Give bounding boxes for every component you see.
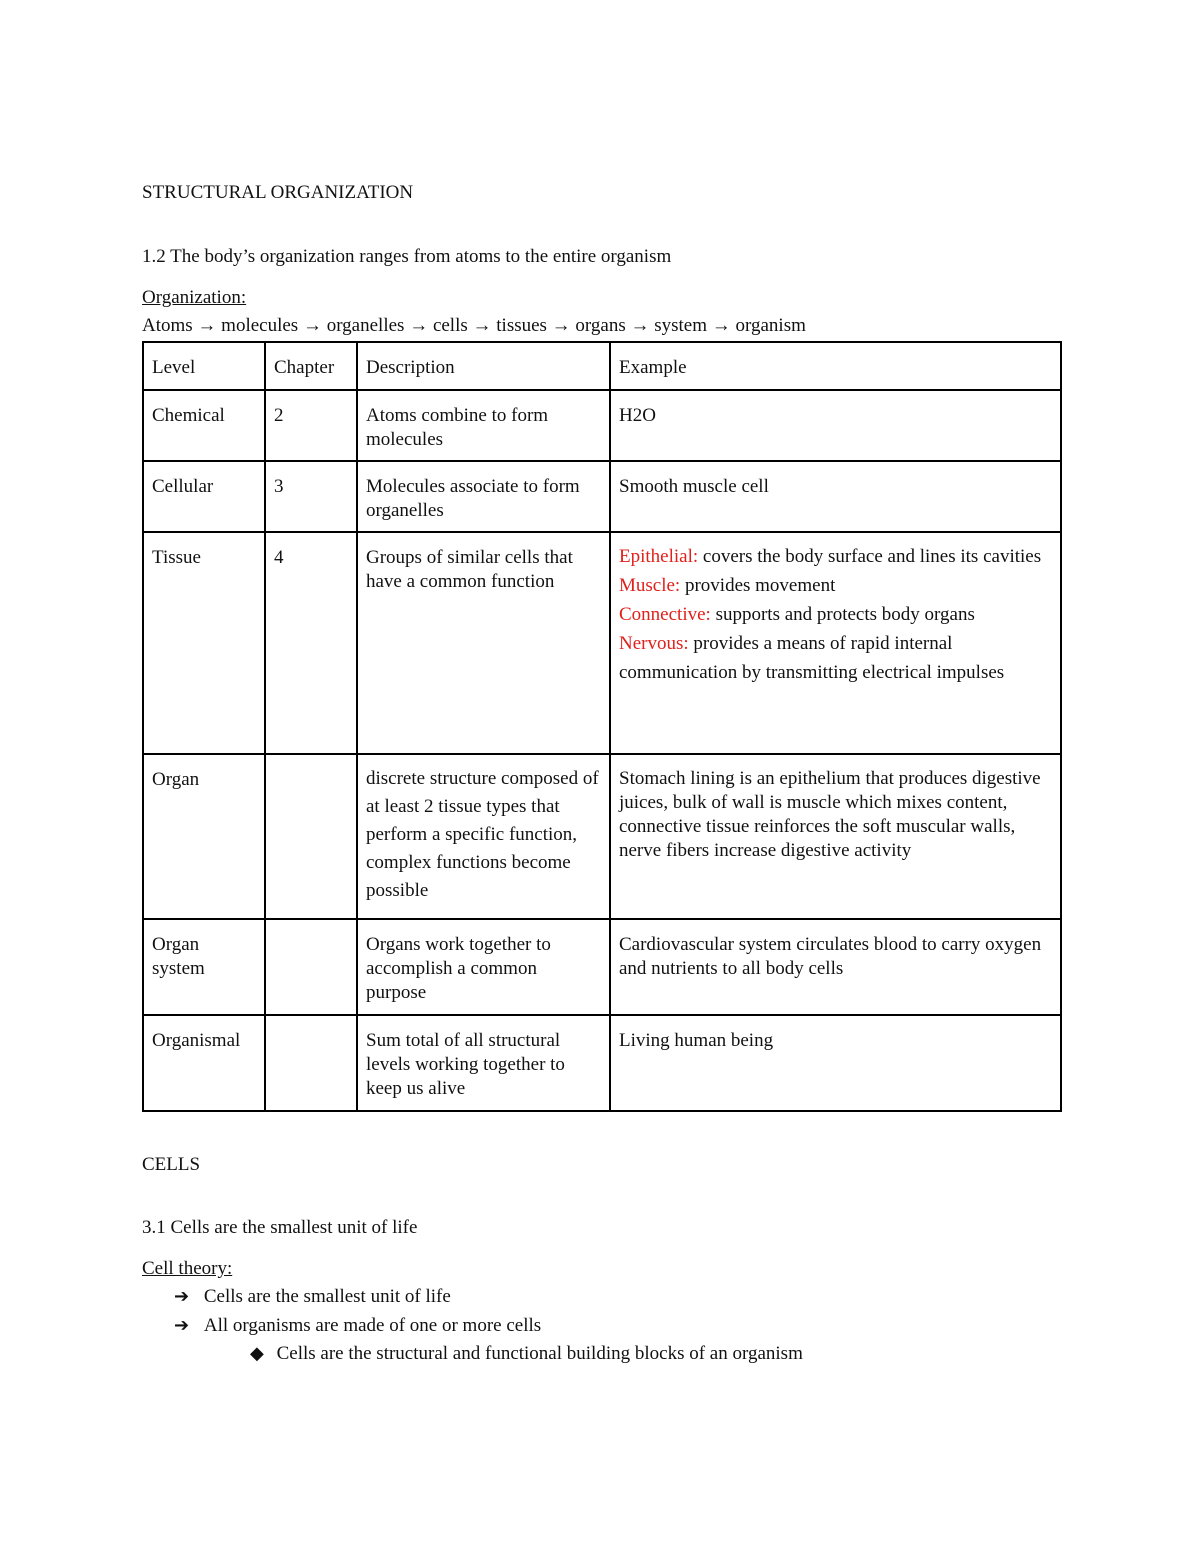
table-row: [143, 532, 1061, 754]
desc-nervous: provides a means of rapid internal communication by transmitting electrical impulses: [619, 633, 1005, 683]
desc-muscle: provides movement: [680, 575, 836, 596]
cell-level: Chemical: [143, 390, 265, 461]
bullet-item: [174, 1315, 541, 1337]
section-heading-3-1: 3.1 Cells are the smallest unit of life: [142, 1217, 418, 1238]
cell-level: Cellular: [143, 461, 265, 532]
cell-level: Organismal: [143, 1015, 265, 1111]
cell-level: Organ: [143, 754, 265, 919]
cell-level: Tissue: [143, 532, 265, 754]
desc-epithelial: covers the body surface and lines its cavities: [698, 546, 1042, 567]
cell-example-tissue-types: [610, 532, 1061, 754]
section-heading-1-2: 1.2 The body’s organization ranges from atoms to the entire organism: [142, 246, 672, 267]
header-level: Level: [143, 342, 265, 390]
heading-cells: CELLS: [142, 1154, 201, 1175]
cell-description: Atoms combine to form molecules: [357, 390, 610, 461]
term-muscle: Muscle:: [619, 575, 681, 596]
table-row: [143, 390, 1061, 461]
term-epithelial: Epithelial:: [619, 546, 699, 567]
cell-example: Stomach lining is an epithelium that produces digestive juices, bulk of wall is muscle which mixes content, connective tissue reinforces the soft muscular walls, nerve fibers increase digestive activity: [610, 754, 1061, 919]
cell-description: Organs work together to accomplish a common purpose: [357, 919, 610, 1015]
desc-connective: supports and protects body organs: [710, 604, 975, 625]
cell-example: Living human being: [610, 1015, 1061, 1111]
cell-level: Organ system: [143, 919, 265, 1015]
organization-chain: Atoms → molecules → organelles → cells → tissues → organs → system → organism: [142, 315, 806, 336]
sub-bullet-item: [250, 1343, 803, 1365]
cell-description: Molecules associate to form organelles: [357, 461, 610, 532]
table-row: [143, 1015, 1061, 1111]
bullet-text: Cells are the smallest unit of life: [203, 1286, 451, 1307]
organization-levels-table: [142, 341, 1062, 1112]
cell-chapter: [265, 919, 357, 1015]
table-row: [143, 754, 1061, 919]
arrow-right-icon: ➔: [174, 1286, 190, 1307]
sub-bullet-text: Cells are the structural and functional building blocks of an organism: [276, 1343, 803, 1364]
cell-example: H2O: [610, 390, 1061, 461]
bullet-item: [174, 1286, 451, 1308]
cell-chapter: 2: [265, 390, 357, 461]
cell-description: discrete structure composed of at least 2 tissue types that perform a specific function, complex functions become possible: [357, 754, 610, 919]
cell-example: Cardiovascular system circulates blood to carry oxygen and nutrients to all body cells: [610, 919, 1061, 1015]
arrow-right-icon: ➔: [174, 1315, 190, 1336]
term-connective: Connective:: [619, 604, 711, 625]
heading-structural-organization: STRUCTURAL ORGANIZATION: [142, 182, 414, 203]
header-example: Example: [610, 342, 1061, 390]
cell-chapter: [265, 1015, 357, 1111]
cell-description: Sum total of all structural levels working together to keep us alive: [357, 1015, 610, 1111]
term-nervous: Nervous:: [619, 633, 689, 654]
cell-chapter: 4: [265, 532, 357, 754]
cell-description: Groups of similar cells that have a common function: [357, 532, 610, 754]
organization-label: Organization:: [142, 287, 247, 308]
header-description: Description: [357, 342, 610, 390]
table-row: [143, 461, 1061, 532]
diamond-bullet-icon: ◆: [250, 1343, 264, 1364]
cell-theory-label: Cell theory:: [142, 1258, 233, 1279]
cell-chapter: 3: [265, 461, 357, 532]
cell-example: Smooth muscle cell: [610, 461, 1061, 532]
cell-chapter: [265, 754, 357, 919]
table-header-row: [143, 342, 1061, 390]
table-row: [143, 919, 1061, 1015]
bullet-text: All organisms are made of one or more cells: [203, 1315, 542, 1336]
header-chapter: Chapter: [265, 342, 357, 390]
